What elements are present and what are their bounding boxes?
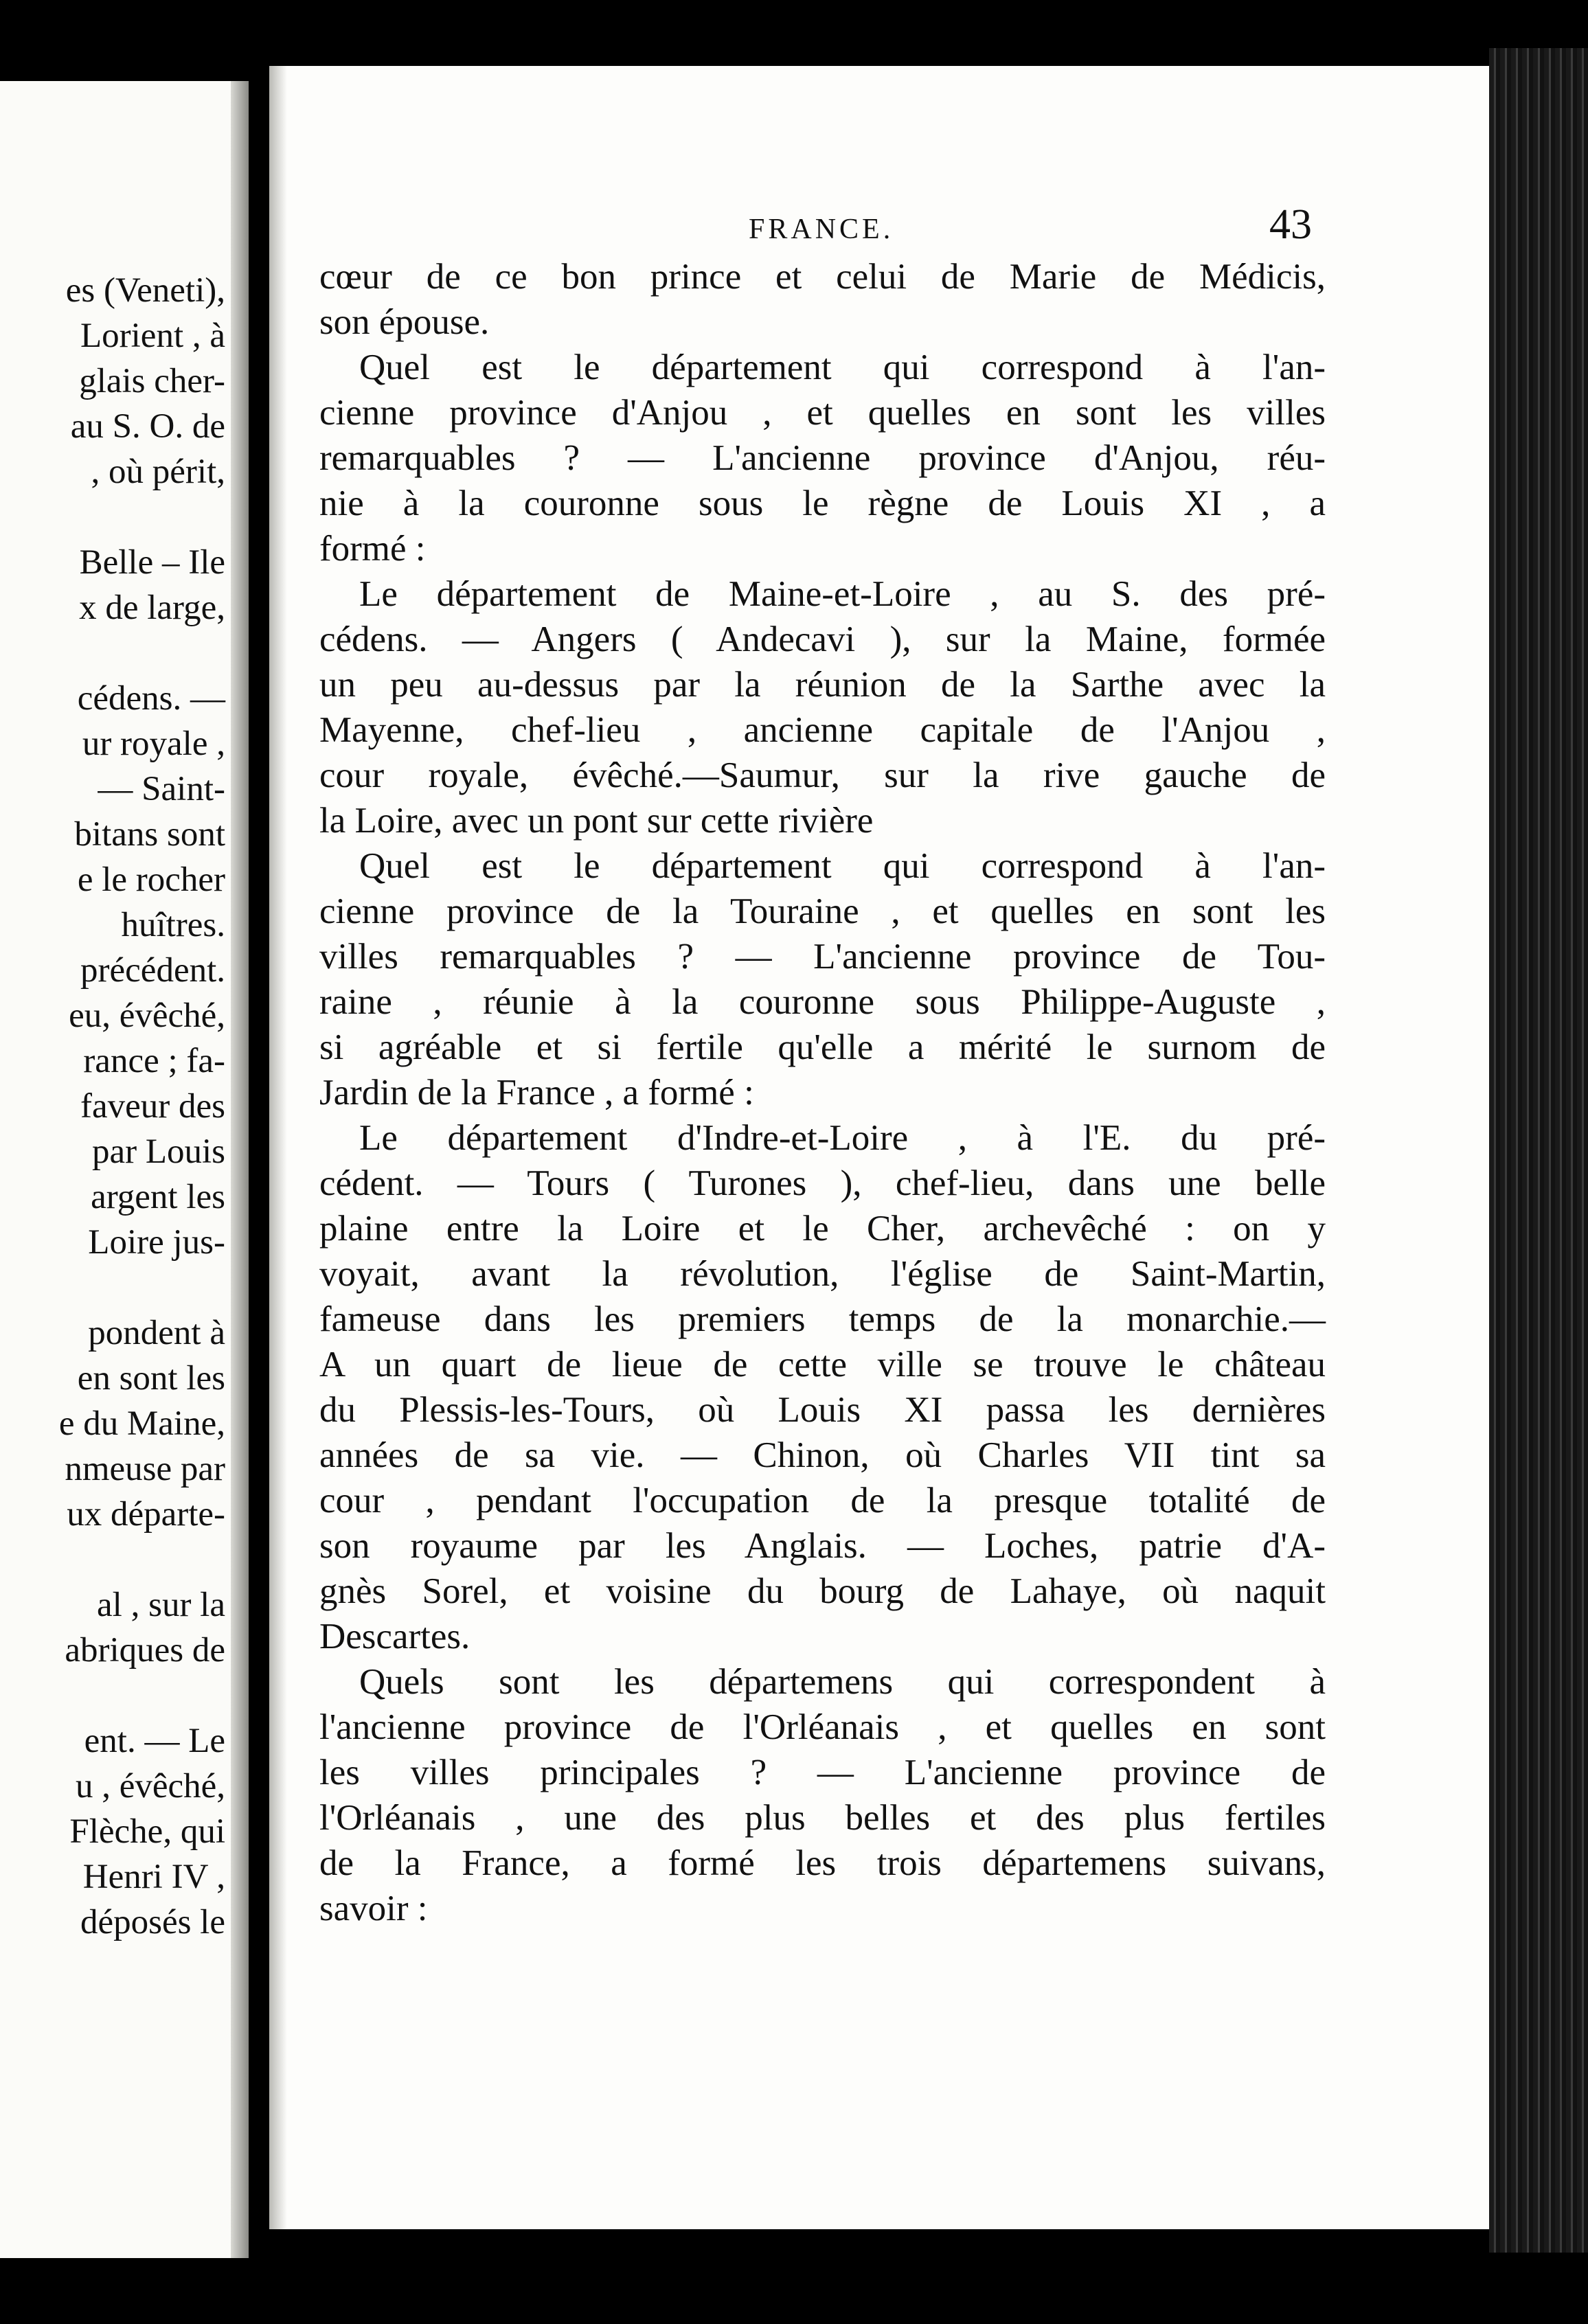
text-line: Le département d'Indre-et-Loire , à l'E. du pré-	[359, 1118, 1326, 1158]
text-line: Jardin de la France , a formé :	[319, 1073, 754, 1113]
previous-page-line: al , sur la	[97, 1586, 225, 1624]
text-line: du Plessis-les-Tours, où Louis XI passa les dernières	[319, 1390, 1326, 1430]
previous-page-line: Henri IV ,	[82, 1858, 225, 1896]
previous-page-line: ux départe-	[67, 1495, 225, 1534]
text-line: raine , réunie à la couronne sous Philippe-Auguste ,	[319, 982, 1326, 1022]
text-line: cœur de ce bon prince et celui de Marie de Médicis,	[319, 257, 1326, 297]
text-line: de la France, a formé les trois départemens suivans,	[319, 1843, 1326, 1883]
previous-page-line: argent les	[91, 1178, 225, 1216]
text-line: la Loire, avec un pont sur cette rivière	[319, 801, 874, 841]
previous-page-line: e du Maine,	[58, 1404, 225, 1443]
running-head: FRANCE.	[749, 214, 894, 245]
previous-page-line: eu, évêché,	[69, 996, 225, 1035]
text-line: A un quart de lieue de cette ville se trouve le château	[319, 1345, 1326, 1385]
text-line: cour royale, évêché.—Saumur, sur la rive gauche de	[319, 755, 1326, 795]
book-gutter	[231, 81, 249, 2258]
text-line: cienne province de la Touraine , et quelles en sont les	[319, 891, 1326, 931]
previous-page-line: rance ; fa-	[83, 1042, 225, 1080]
text-line: Mayenne, chef-lieu , ancienne capitale de l'Anjou ,	[319, 710, 1326, 750]
text-line: cour , pendant l'occupation de la presque totalité de	[319, 1481, 1326, 1520]
text-line: nie à la couronne sous le règne de Louis XI , a	[319, 483, 1326, 523]
previous-page-line: u , évêché,	[75, 1767, 225, 1805]
page-number: 43	[1269, 201, 1312, 248]
previous-page	[0, 81, 249, 2258]
text-line: son épouse.	[319, 302, 490, 342]
text-line: fameuse dans les premiers temps de la monarchie.—	[319, 1299, 1326, 1339]
text-line: Le département de Maine-et-Loire , au S. des pré-	[359, 574, 1326, 614]
text-line: remarquables ? — L'ancienne province d'Anjou, réu-	[319, 438, 1326, 478]
text-line: plaine entre la Loire et le Cher, archevêché : on y	[319, 1209, 1326, 1249]
previous-page-line: précédent.	[80, 951, 225, 990]
text-line: l'Orléanais , une des plus belles et des plus fertiles	[319, 1798, 1326, 1838]
previous-page-line: par Louis	[91, 1132, 225, 1171]
previous-page-line: Loire jus-	[88, 1223, 225, 1262]
text-line: voyait, avant la révolution, l'église de Saint-Martin,	[319, 1254, 1326, 1294]
text-line: savoir :	[319, 1889, 428, 1928]
previous-page-line: Flèche, qui	[69, 1812, 225, 1851]
text-line: cédens. — Angers ( Andecavi ), sur la Maine, formée	[319, 619, 1326, 659]
text-line: Quel est le département qui correspond à l'an-	[359, 348, 1326, 387]
previous-page-line: , où périt,	[91, 453, 225, 491]
text-line: un peu au-dessus par la réunion de la Sarthe avec la	[319, 665, 1326, 705]
previous-page-line: Lorient , à	[80, 317, 225, 355]
text-line: si agréable et si fertile qu'elle a mérité le surnom de	[319, 1027, 1326, 1067]
text-line: son royaume par les Anglais. — Loches, patrie d'A-	[319, 1526, 1326, 1566]
previous-page-line: en sont les	[77, 1359, 225, 1398]
text-line: Quels sont les départemens qui correspondent à	[359, 1662, 1326, 1702]
text-line: villes remarquables ? — L'ancienne province de Tou-	[319, 937, 1326, 977]
previous-page-line: pondent à	[88, 1314, 225, 1352]
previous-page-line: ent. — Le	[84, 1722, 225, 1760]
previous-page-line: x de large,	[79, 589, 225, 627]
text-line: cienne province d'Anjou , et quelles en sont les villes	[319, 393, 1326, 433]
text-line: les villes principales ? — L'ancienne province de	[319, 1753, 1326, 1792]
previous-page-line: huîtres.	[121, 906, 225, 944]
previous-page-line: glais cher-	[79, 362, 225, 400]
page-shadow	[269, 66, 287, 2229]
previous-page-line: nmeuse par	[65, 1450, 225, 1488]
text-line: années de sa vie. — Chinon, où Charles VII tint sa	[319, 1435, 1326, 1475]
previous-page-line: — Saint-	[98, 770, 225, 808]
previous-page-line: déposés le	[80, 1903, 225, 1941]
previous-page-line: cédens. —	[77, 679, 225, 718]
page-edges	[1489, 48, 1588, 2253]
text-line: Quel est le département qui correspond à l'an-	[359, 846, 1326, 886]
previous-page-line: ur royale ,	[82, 725, 225, 763]
previous-page-line: faveur des	[80, 1087, 225, 1126]
text-line: cédent. — Tours ( Turones ), chef-lieu, dans une belle	[319, 1163, 1326, 1203]
text-line: formé :	[319, 529, 426, 569]
text-line: l'ancienne province de l'Orléanais , et quelles en sont	[319, 1707, 1326, 1747]
text-line: Descartes.	[319, 1617, 470, 1656]
previous-page-line: bitans sont	[74, 815, 225, 854]
previous-page-line: es (Veneti),	[65, 271, 225, 310]
previous-page-line: Belle – Ile	[79, 543, 225, 582]
previous-page-line: e le rocher	[77, 861, 225, 899]
previous-page-line: au S. O. de	[70, 407, 225, 446]
text-line: gnès Sorel, et voisine du bourg de Lahaye, où naquit	[319, 1571, 1326, 1611]
book-fold	[249, 0, 272, 2324]
previous-page-line: abriques de	[65, 1631, 225, 1670]
